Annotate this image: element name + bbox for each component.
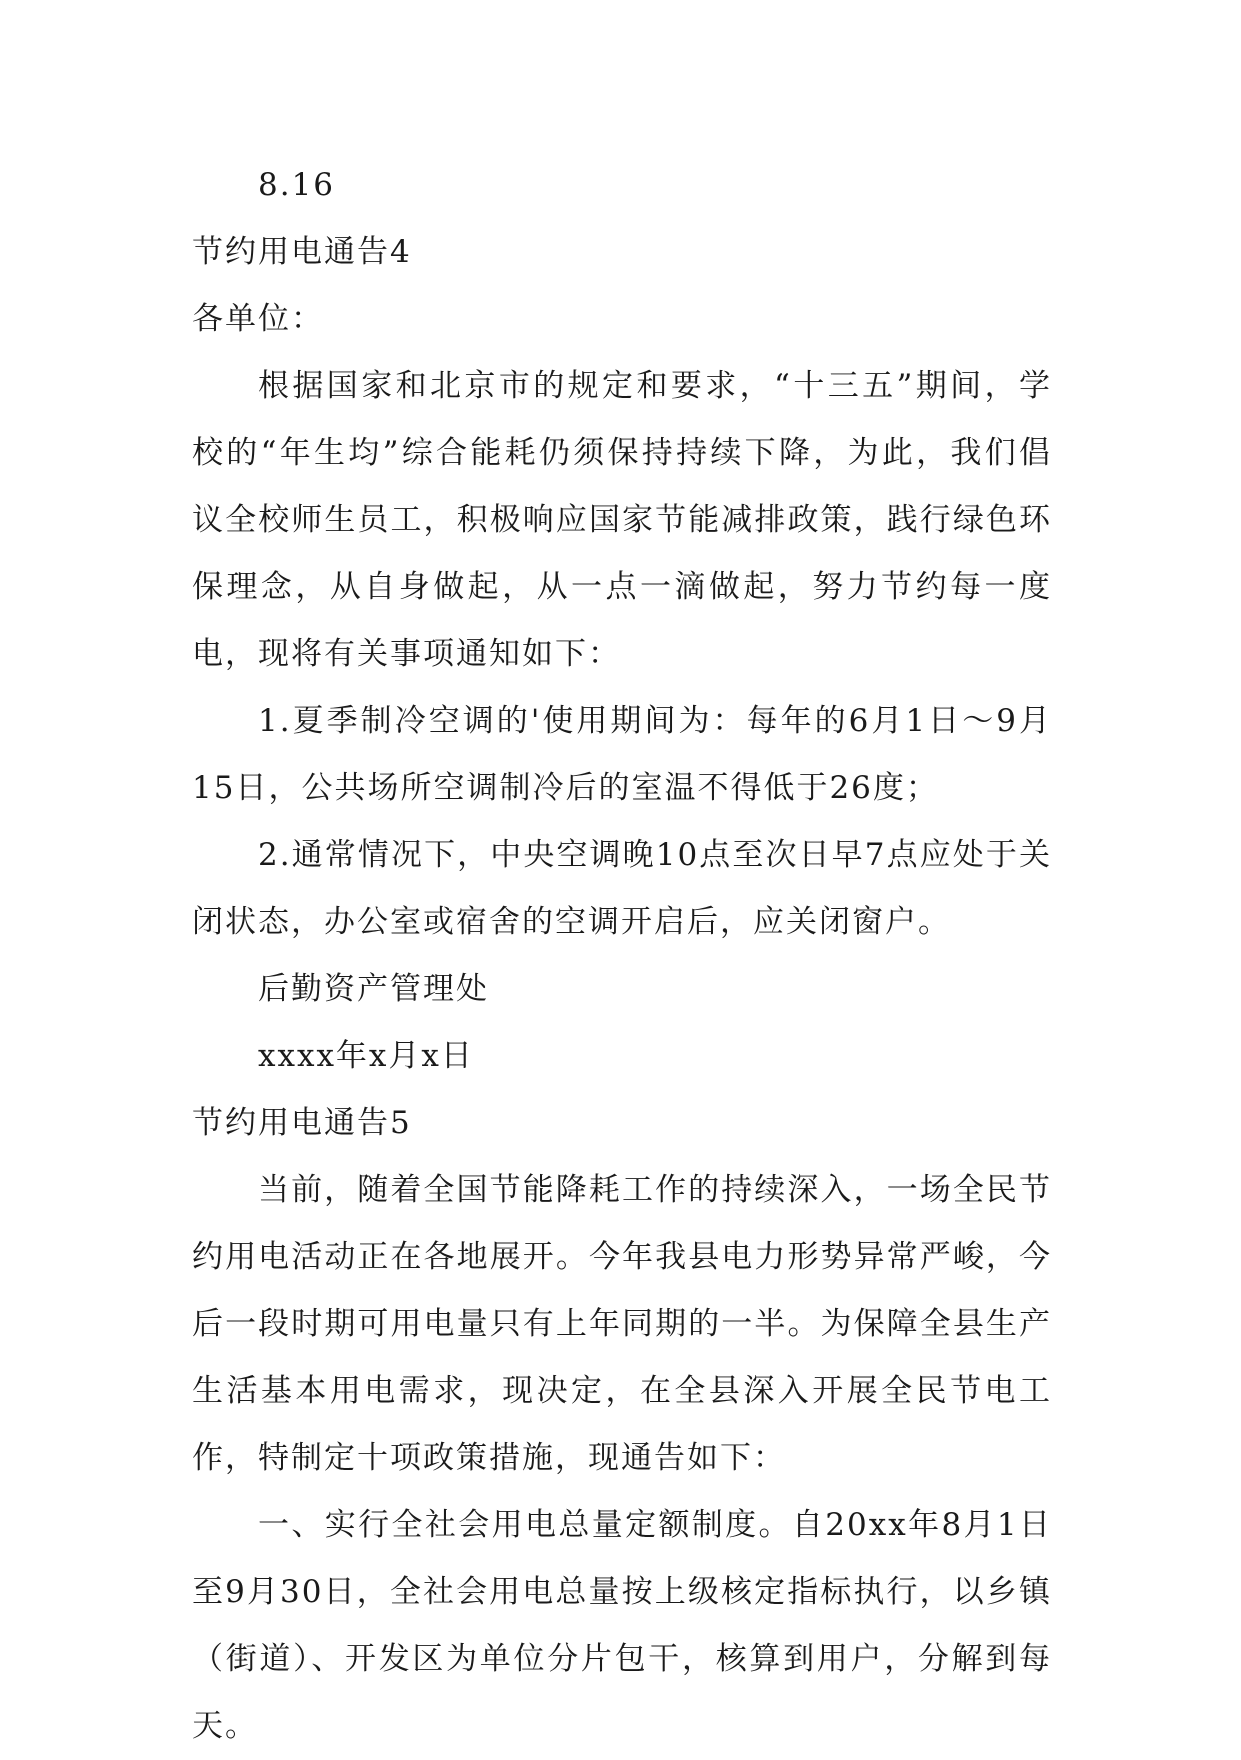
notice-4-item-1: 1.夏季制冷空调的'使用期间为：每年的6月1日～9月15日，公共场所空调制冷后的室温不得低于26度； [192,703,1052,806]
notice-4-date: xxxx年x月x日 [258,1038,474,1074]
notice-4-title: 节约用电通告4 [192,234,412,270]
notice-5-title: 节约用电通告5 [192,1105,412,1141]
page-number-ref: 8.16 [258,167,336,203]
notice-4-item-2: 2.通常情况下，中央空调晚10点至次日早7点应处于关闭状态，办公室或宿舍的空调开启后，应关闭窗户。 [192,837,1052,940]
document-body [192,152,1052,1760]
notice-5-measure-1: 一、实行全社会用电总量定额制度。自20xx年8月1日至9月30日，全社会用电总量按上级核定指标执行，以乡镇（街道）、开发区为单位分片包干，核算到用户，分解到每天。 [192,1507,1052,1744]
notice-4-intro-paragraph: 根据国家和北京市的规定和要求，“十三五”期间，学校的“年生均”综合能耗仍须保持持续下降，为此，我们倡议全校师生员工，积极响应国家节能减排政策，践行绿色环保理念，从自身做起，从一点一滴做起，努力节约每一度电，现将有关事项通知如下： [192,368,1052,672]
notice-4-signature: 后勤资产管理处 [258,971,489,1007]
notice-5-intro-paragraph: 当前，随着全国节能降耗工作的持续深入，一场全民节约用电活动正在各地展开。今年我县电力形势异常严峻，今后一段时期可用电量只有上年同期的一半。为保障全县生产生活基本用电需求，现决定，在全县深入开展全民节电工作，特制定十项政策措施，现通告如下： [192,1172,1052,1476]
notice-4-salutation: 各单位： [192,301,324,337]
